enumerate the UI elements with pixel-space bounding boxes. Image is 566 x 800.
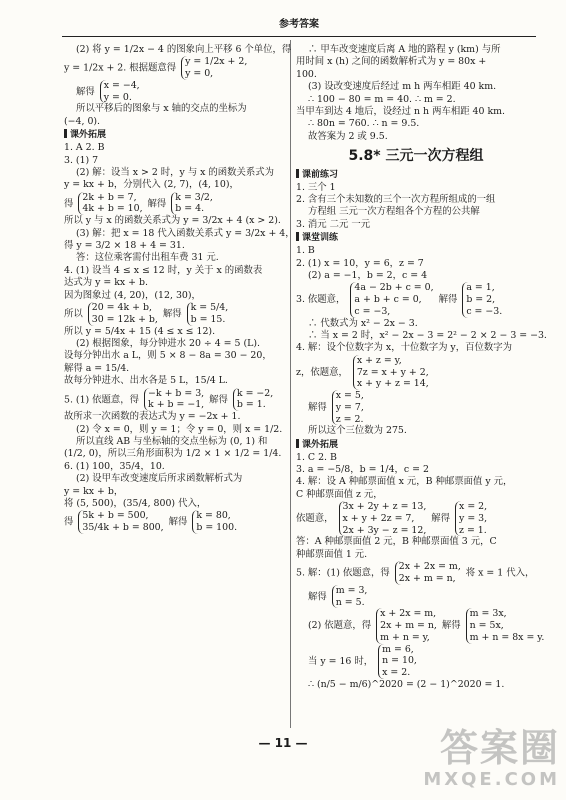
text-line: (2) 设甲车改变速度后所求函数解析式为 (76, 473, 243, 485)
text-line: ∴ (n/5 − m/6)^2020 = (2 − 1)^2020 = 1. (308, 678, 505, 690)
text-line: 当甲车到达 4 地后，设经过 n h 两车相距 40 km. (296, 106, 506, 118)
text-line: (2) 依题意，得 x + 2x = m, 2x + m = n, m + n = y, 解得 m = 3x, n = 5x, m + n = 8x = y. (308, 608, 545, 643)
text-line: 得 2k + b = 7, 4k + b = 10, 解得 k = 3/2, b = 4. (64, 191, 213, 215)
text-line: (2) a = −1，b = 2，c = 4 (308, 269, 428, 281)
text-line: 故答案为 2 或 9.5. (308, 130, 388, 142)
watermark-logo (392, 728, 560, 792)
text-line: 所以这个三位数为 275. (308, 425, 407, 437)
equation-system: k = 5/4, b = 15. (187, 302, 229, 326)
text-line: 所以平移后的图象与 x 轴的交点的坐标为 (76, 103, 247, 115)
text-line: ∴ 代数式为 x² − 2x − 3. (308, 317, 418, 329)
equation-system: a = 1, b = 2, c = −3. (462, 282, 502, 317)
text-line: 得 5k + b = 500, 35/4k + b = 800, 解得 k = 80, b = 100. (64, 510, 238, 534)
text-line: 3. a = −5/8，b = 1/4，c = 2 (296, 463, 429, 475)
text-line: y = 1/2x + 2. 根据题意得 y = 1/2x + 2, y = 0, (64, 56, 248, 80)
text-line: ∴ 甲车改变速度后离 A 地的路程 y (km) 与所 (308, 44, 501, 55)
text-line: 1. C 2. B (296, 451, 337, 463)
text-line: 5. 解：(1) 依题意，得 2x + 2x = m, 2x + m = n, 将 x = 1 代入， (296, 561, 535, 584)
section-heading: 课堂训练 (296, 232, 536, 245)
text-line: 1. B (296, 245, 315, 257)
text-line: 因为图象过 (4, 20)，(12, 30)， (64, 289, 201, 301)
section-title: 5.8* 三元一次方程组 (348, 148, 484, 165)
equation-system: 3x + 2y + z = 13, x + y + 2z = 7, 2x + 3y − z = 12, (339, 501, 427, 536)
equation-system: 2k + b = 7, 4k + b = 10, (78, 192, 142, 216)
equation-system: k = 3/2, b = 4. (171, 192, 213, 216)
equation-system: 5k + b = 500, 35/4k + b = 800, (78, 510, 163, 534)
equation-system: x = 2, y = 3, z = 1. (455, 501, 487, 536)
heading-bar-icon (296, 439, 299, 448)
heading-bar-icon (64, 129, 67, 138)
text-line: (2) 根据图象，每分钟进水 20 ÷ 4 = 5 (L). (76, 337, 260, 349)
equation-system: k = −2, b = 1. (233, 388, 273, 412)
text-line: (−4, 0). (64, 115, 101, 127)
text-line: (2) 将 y = 1/2x − 4 的图象向上平移 6 个单位，得 (76, 44, 292, 55)
text-line: 3. 依题意， 4a − 2b + c = 0, a + b + c = 0, c = −3, 解得 a = 1, b = 2, c = −3. (296, 282, 503, 317)
equation-system: −k + b = 3, k + b = −1, (144, 388, 204, 412)
equation-system: m = 6, n = 10, x = 2. (378, 644, 417, 679)
text-line: (3) 解：把 x = 18 代入函数关系式 y = 3/2x + 4， (76, 227, 295, 239)
text-line: C 种邮票面值 z 元， (296, 488, 383, 500)
text-line: 答：A 种邮票面值 2 元，B 种邮票面值 3 元，C (296, 536, 497, 548)
text-line: 当 y = 16 时， m = 6, n = 10, x = 2. (308, 643, 417, 678)
watermark-text: 答案圈 (439, 726, 560, 770)
text-line: 所以直线 AB 与坐标轴的交点坐标为 (0, 1) 和 (76, 435, 268, 447)
text-line: 将 (5, 500)，(35/4, 800) 代入， (64, 497, 207, 509)
text-line: ∴ 80n = 760. ∴ n = 9.5. (308, 118, 420, 130)
right-column (296, 44, 547, 691)
equation-system: 20 = 4k + b, 30 = 12k + b, (88, 302, 158, 326)
page-header (62, 18, 536, 37)
equation-system: m = 3x, n = 5x, m + n = 8x = y. (466, 608, 545, 643)
equation-system: x = 5, y = 7, z = 2. (332, 390, 364, 425)
text-line: 4. 解：设 A 种邮票面值 x 元，B 种邮票面值 y 元， (296, 476, 513, 488)
page-header-title: 参考答案 (279, 19, 319, 30)
page-number: — 11 — (258, 736, 308, 750)
text-line: 所以 20 = 4k + b, 30 = 12k + b, 解得 k = 5/4, b = 15. (64, 302, 229, 325)
text-line: (1/2, 0)，所以三角形面积为 1/2 × 1 × 1/2 = 1/4. (64, 448, 282, 460)
text-line: 解得 m = 3, n = 5. (308, 584, 368, 608)
text-line: 5. (1) 依题意，得 −k + b = 3, k + b = −1, 解得 k = −2, b = 1. (64, 387, 274, 411)
text-line: 所以 y 与 x 的函数关系式为 y = 3/2x + 4 (x > 2). (64, 215, 281, 227)
text-line: 依题意， 3x + 2y + z = 13, x + y + 2z = 7, 2x + 3y − z = 12, 解得 x = 2, y = 3, z = 1. (296, 501, 488, 536)
text-line: 用时间 x (h) 之间的函数解析式为 y = 80x + (296, 56, 487, 68)
text-line: (2) 令 x = 0，则 y = 1；令 y = 0，则 x = 1/2. (76, 423, 283, 435)
text-line: ∴ 100 − 80 = m = 40. ∴ m = 2. (308, 93, 456, 105)
text-line: 得 y = 3/2 × 18 + 4 = 31. (64, 240, 185, 252)
heading-bar-icon (296, 232, 299, 241)
text-line: y = kx + b，分别代入 (2, 7)，(4, 10)， (64, 179, 239, 191)
left-column (64, 44, 295, 534)
text-line: 6. (1) 100，35/4，10. (64, 460, 165, 472)
text-line: 故每分钟进水、出水各是 5 L，15/4 L. (64, 375, 228, 387)
heading-bar-icon (296, 169, 299, 178)
text-line: 解得 a = 15/4. (64, 362, 130, 374)
section-heading: 课前练习 (296, 169, 536, 182)
text-line: 解得 x = 5, y = 7, z = 2. (308, 390, 364, 425)
text-line: 故所求一次函数的表达式为 y = −2x + 1. (64, 411, 241, 423)
text-line: y = kx + b， (64, 485, 124, 497)
text-line: 100. (296, 68, 317, 80)
text-line: 设每分钟出水 a L，则 5 × 8 − 8a = 30 − 20， (64, 350, 272, 362)
text-line: 3. (1) 7 (64, 154, 99, 166)
text-line: 所以 y = 5/4x + 15 (4 ≤ x ≤ 12). (64, 325, 216, 337)
equation-system: y = 1/2x + 2, y = 0, (181, 56, 247, 80)
text-line: ∴ 当 x = 2 时，x² − 2x − 3 = 2² − 2 × 2 − 3 = −3. (308, 329, 547, 341)
equation-system: m = 3, n = 5. (332, 585, 368, 609)
text-line: (3) 设改变速度后经过 m h 两车相距 40 km. (308, 81, 497, 93)
text-line: 解得 x = −4, y = 0. (76, 79, 140, 103)
text-line: 2. (1) x = 10，y = 6，z = 7 (296, 257, 424, 269)
text-line: 1. A 2. B (64, 142, 105, 154)
section-heading: 课外拓展 (296, 439, 536, 452)
text-line: (2) 解：设当 x > 2 时，y 与 x 的函数关系式为 (76, 166, 275, 178)
text-line: 4. 解：设个位数字为 x，十位数字为 y，百位数字为 (296, 342, 512, 354)
watermark-url: MXQE.COM (423, 769, 560, 790)
text-line: 4. (1) 设当 4 ≤ x ≤ 12 时，y 关于 x 的函数表 (64, 264, 263, 276)
equation-system: 4a − 2b + c = 0, a + b + c = 0, c = −3, (350, 282, 433, 317)
text-line: 方程组 三元一次方程组各个方程的公共解 (308, 206, 480, 218)
equation-system: 2x + 2x = m, 2x + m = n, (395, 561, 461, 585)
text-line: 达式为 y = kx + b. (64, 277, 148, 289)
equation-system: x = −4, y = 0. (100, 80, 140, 104)
section-heading: 课外拓展 (64, 129, 286, 142)
equation-system: x + z = y, 7z = x + y + 2, x + y + z = 14, (353, 355, 429, 390)
text-line: 2. 含有三个未知数的三个一次方程所组成的一组 (296, 194, 496, 205)
text-line: 3. 消元 二元 一元 (296, 218, 371, 230)
text-line: z，依题意， x + z = y, 7z = x + y + 2, x + y + z = 14, (296, 354, 429, 390)
equation-system: x + 2x = m, 2x + m = n, m + n = y, (376, 608, 437, 643)
text-line: 种邮票面值 1 元. (296, 548, 368, 560)
text-line: 1. 三个 1 (296, 181, 336, 193)
equation-system: k = 80, b = 100. (192, 510, 237, 534)
text-line: 答：这位乘客需付出租车费 31 元. (76, 252, 219, 264)
column-divider (290, 40, 291, 728)
